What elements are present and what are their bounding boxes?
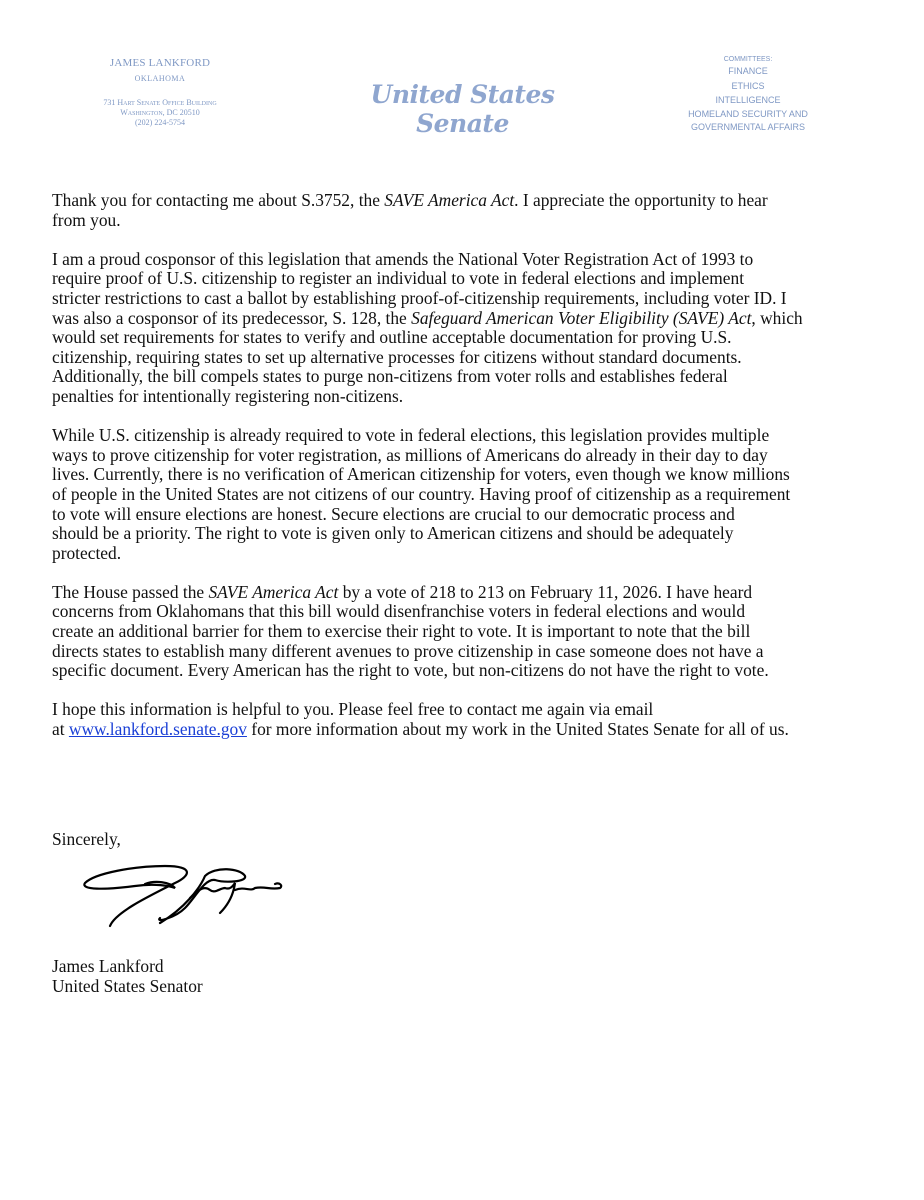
text-line (52, 211, 882, 231)
text-run: concerns from Oklahomans that this bill would disenfranchise voters in federal elections and would (52, 601, 746, 622)
committee: HOMELAND SECURITY AND (688, 108, 808, 119)
bill-title: Safeguard American Voter Eligibility (SAVE) Act (411, 307, 752, 328)
letterhead-senator-block (80, 57, 240, 128)
text-line (52, 661, 882, 681)
text-run: by a vote of 218 to 213 on February 11, 2026. I have heard (338, 581, 753, 602)
text-line (52, 446, 882, 466)
signer-name: James Lankford (52, 956, 164, 976)
text-run: I am a proud cosponsor of this legislation that amends the National Voter Registration Act of 1993 to (52, 248, 754, 269)
text-line (52, 309, 882, 329)
closing: Sincerely, (52, 829, 121, 849)
office-address (80, 98, 240, 128)
bill-title: SAVE America Act (208, 581, 339, 602)
text-run: While U.S. citizenship is already required to vote in federal elections, this legislation provides multiple (52, 425, 770, 446)
text-line (52, 622, 882, 642)
committee: INTELLIGENCE (715, 95, 781, 105)
letter-body (52, 191, 882, 759)
text-run: directs states to establish many different avenues to prove citizenship in case someone does not have a (52, 640, 764, 661)
text-line (52, 387, 882, 407)
text-run: stricter restrictions to cast a ballot by establishing proof-of-citizenship requirements, including voter ID. I (52, 287, 787, 308)
text-run: specific document. Every American has the right to vote, but non-citizens do not have the right to vote. (52, 660, 769, 681)
paragraph (52, 583, 882, 681)
senator-state: OKLAHOMA (134, 74, 186, 83)
text-line (52, 485, 882, 505)
paragraph (52, 250, 882, 407)
text-line (52, 289, 882, 309)
text-run: , which (751, 307, 803, 328)
text-run: require proof of U.S. citizenship to register an individual to vote in federal elections and implement (52, 268, 745, 289)
text-line (52, 367, 882, 387)
text-run: protected. (52, 542, 122, 563)
text-line (52, 720, 882, 740)
committee: ETHICS (731, 80, 765, 91)
text-line (52, 269, 882, 289)
text-run: ways to prove citizenship for voter registration, as millions of Americans do already in their day to day (52, 444, 768, 465)
text-line (52, 348, 882, 368)
text-line (52, 191, 882, 211)
paragraph (52, 700, 882, 739)
letterhead-committees (660, 55, 836, 134)
text-line (52, 700, 882, 720)
text-run: to vote will ensure elections are honest. Secure elections are crucial to our democratic process and (52, 503, 735, 524)
signer-title: United States Senator (52, 976, 203, 996)
text-line (52, 544, 882, 564)
text-run: The House passed the (52, 581, 209, 602)
text-line (52, 583, 882, 603)
text-run: penalties for intentionally registering non-citizens. (52, 385, 404, 406)
committee: GOVERNMENTAL AFFAIRS (690, 121, 806, 132)
senator-name: JAMES LANKFORD (109, 57, 211, 69)
paragraph (52, 426, 882, 563)
signer-block (52, 956, 203, 996)
text-run: create an additional barrier for them to exercise their right to vote. It is important to note that the bill (52, 621, 751, 642)
website-link[interactable]: www.lankford.senate.gov (68, 719, 247, 740)
text-run: Additionally, the bill compels states to purge non-citizens from voter rolls and establishes federal (52, 366, 728, 387)
text-line (52, 426, 882, 446)
address-line: 731 Hart Senate Office Building (103, 98, 217, 107)
text-line (52, 642, 882, 662)
text-run: . I appreciate the opportunity to hear (514, 190, 768, 210)
text-line (52, 328, 882, 348)
text-run: would set requirements for states to verify and outline acceptable documentation for proving U.S. (52, 327, 732, 348)
bill-title: SAVE America Act (384, 190, 515, 210)
committee: FINANCE (728, 66, 768, 76)
text-line (52, 505, 882, 525)
text-run: from you. (52, 209, 121, 230)
text-run: I hope this information is helpful to you. Please feel free to contact me again via email (52, 699, 654, 720)
letterhead-title: United States Senate (370, 80, 555, 138)
text-run: at (52, 719, 69, 740)
text-run: was also a cosponsor of its predecessor, S. 128, the (52, 307, 412, 328)
text-run: Thank you for contacting me about S.3752, the (52, 190, 385, 210)
address-phone: (202) 224-5754 (135, 118, 185, 127)
text-run: of people in the United States are not citizens of our country. Having proof of citizenship as a requirement (52, 483, 791, 504)
text-run: citizenship, requiring states to set up alternative processes for citizens without standard documents. (52, 346, 742, 367)
text-run: for more information about my work in the United States Senate for all of us. (246, 719, 789, 740)
text-run: lives. Currently, there is no verification of American citizenship for voters, even though we know millions (52, 464, 790, 485)
text-line (52, 465, 882, 485)
text-line (52, 524, 882, 544)
signature (75, 858, 290, 948)
paragraph (52, 191, 882, 230)
committees-label: COMMITTEES: (723, 56, 773, 63)
text-line (52, 602, 882, 622)
text-line (52, 250, 882, 270)
address-line: Washington, DC 20510 (120, 108, 200, 117)
text-run: should be a priority. The right to vote is given only to American citizens and should be adequately (52, 523, 734, 544)
